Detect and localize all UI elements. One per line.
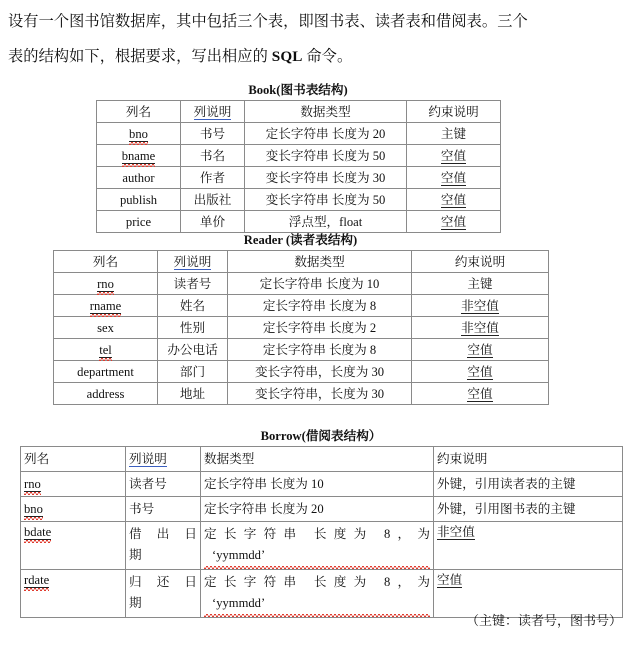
cell-column-desc: 读者号 xyxy=(126,472,201,497)
cell-constraint: 主键 xyxy=(412,273,549,295)
cell-constraint xyxy=(407,145,501,167)
cell-column-desc: 书号 xyxy=(126,497,201,522)
reader-table-title: Reader (读者表结构) xyxy=(243,233,358,247)
cell-data-type: 变长字符串，长度为 30 xyxy=(228,361,412,383)
cell-constraint: 外键，引用图书表的主键 xyxy=(434,497,623,522)
cell-column-desc xyxy=(126,570,201,618)
table-row xyxy=(97,123,501,145)
reader-table-block xyxy=(53,232,548,405)
cell-column-desc: 读者号 xyxy=(158,273,228,295)
table-header-row xyxy=(97,101,501,123)
cell-column-desc: 部门 xyxy=(158,361,228,383)
col-header-type: 数据类型 xyxy=(245,101,407,123)
constraint-text: 空值 xyxy=(437,573,463,587)
book-table-title: Book(图书表结构) xyxy=(248,83,348,97)
cell-data-type: 变长字符串 长度为 30 xyxy=(245,167,407,189)
cell-constraint xyxy=(412,295,549,317)
table-row xyxy=(97,167,501,189)
intro-paragraph xyxy=(8,4,636,74)
col-header-type: 数据类型 xyxy=(228,251,412,273)
col-header-desc xyxy=(181,101,245,123)
cell-constraint xyxy=(412,383,549,405)
cell-constraint: 外键，引用读者表的主键 xyxy=(434,472,623,497)
constraint-text: 空值 xyxy=(440,192,467,207)
cell-constraint: 主键 xyxy=(407,123,501,145)
cell-column-desc: 书号 xyxy=(181,123,245,145)
cell-data-type: 定长字符串 长度为 8 xyxy=(228,339,412,361)
data-type-lines xyxy=(204,572,430,614)
cell-column-name xyxy=(97,145,181,167)
cell-column-name xyxy=(54,295,158,317)
column-desc-line-1: 归 还 日 xyxy=(129,575,197,589)
cell-data-type: 变长字符串 长度为 50 xyxy=(245,145,407,167)
data-type-line-2: ‘yymmdd’ xyxy=(204,593,430,614)
cell-constraint xyxy=(407,211,501,233)
cell-data-type xyxy=(201,570,434,618)
cell-constraint xyxy=(434,570,623,618)
cell-data-type: 定长字符串 长度为 10 xyxy=(228,273,412,295)
col-header-name: 列名 xyxy=(21,447,126,472)
constraint-text: 空值 xyxy=(467,364,493,379)
cell-constraint xyxy=(412,361,549,383)
cell-column-name xyxy=(21,570,126,618)
borrow-table xyxy=(20,446,623,618)
cell-data-type: 变长字符串，长度为 30 xyxy=(228,383,412,405)
col-header-type: 数据类型 xyxy=(201,447,434,472)
table-row xyxy=(54,317,549,339)
data-type-line-2: ‘yymmdd’ xyxy=(204,545,430,566)
table-header-row xyxy=(54,251,549,273)
table-row xyxy=(21,472,623,497)
sql-keyword: SQL xyxy=(271,48,303,65)
cell-column-name xyxy=(54,273,158,295)
column-name-text: tel xyxy=(99,342,112,357)
cell-data-type: 变长字符串 长度为 50 xyxy=(245,189,407,211)
constraint-text: 空值 xyxy=(440,170,467,185)
table-row xyxy=(54,295,549,317)
cell-data-type: 浮点型，float xyxy=(245,211,407,233)
cell-column-desc: 办公电话 xyxy=(158,339,228,361)
constraint-text: 空值 xyxy=(467,386,493,401)
reader-table xyxy=(53,250,549,405)
intro-line-1: 设有一个图书馆数据库，其中包括三个表，即图书表、读者表和借阅表。三个 xyxy=(8,13,528,30)
table-row xyxy=(21,522,623,570)
cell-column-desc: 书名 xyxy=(181,145,245,167)
column-name-text: rdate xyxy=(24,573,50,587)
primary-key-footnote: （主键：读者号，图书号） xyxy=(465,613,622,628)
book-table xyxy=(96,100,501,233)
table-header-row xyxy=(21,447,623,472)
intro-line-2-part-a: 表的结构如下，根据要求，写出相应的 xyxy=(8,48,272,65)
intro-line-2-part-b: 命令。 xyxy=(302,48,353,65)
column-name-text: bno xyxy=(24,502,43,516)
column-name-text: rno xyxy=(24,477,41,491)
col-header-desc-text: 列说明 xyxy=(173,254,212,269)
borrow-table-block xyxy=(20,428,622,618)
cell-data-type: 定长字符串 长度为 2 xyxy=(228,317,412,339)
table-row xyxy=(54,273,549,295)
cell-constraint xyxy=(412,317,549,339)
table-row xyxy=(97,145,501,167)
cell-data-type xyxy=(201,522,434,570)
data-type-line-1: 定长字符串 长度为 8，为 xyxy=(204,575,430,589)
data-type-line-1: 定长字符串 长度为 8，为 xyxy=(204,527,430,541)
constraint-text: 空值 xyxy=(467,342,493,357)
cell-data-type: 定长字符串 长度为 8 xyxy=(228,295,412,317)
borrow-table-title: Borrow(借阅表结构） xyxy=(260,429,382,443)
cell-column-name: department xyxy=(54,361,158,383)
table-row xyxy=(97,189,501,211)
cell-column-name xyxy=(54,339,158,361)
table-row xyxy=(21,497,623,522)
cell-column-desc: 姓名 xyxy=(158,295,228,317)
column-name-text: bdate xyxy=(24,525,52,539)
cell-column-desc: 地址 xyxy=(158,383,228,405)
table-row xyxy=(97,211,501,233)
column-desc-line-2: 期 xyxy=(129,596,142,610)
cell-column-desc: 出版社 xyxy=(181,189,245,211)
cell-constraint xyxy=(407,167,501,189)
cell-constraint xyxy=(434,522,623,570)
cell-column-name: sex xyxy=(54,317,158,339)
column-name-text: bname xyxy=(121,148,156,163)
constraint-text: 空值 xyxy=(440,148,467,163)
cell-column-name xyxy=(21,472,126,497)
constraint-text: 非空值 xyxy=(461,298,499,313)
cell-column-name xyxy=(21,522,126,570)
constraint-text: 非空值 xyxy=(437,525,475,539)
col-header-desc-text: 列说明 xyxy=(193,104,232,119)
col-header-constraint: 约束说明 xyxy=(407,101,501,123)
cell-column-name xyxy=(97,123,181,145)
table-row xyxy=(54,361,549,383)
table-row xyxy=(21,570,623,618)
cell-column-name: address xyxy=(54,383,158,405)
cell-constraint xyxy=(412,339,549,361)
table-row xyxy=(54,339,549,361)
column-name-text: bno xyxy=(129,126,148,141)
col-header-desc-text: 列说明 xyxy=(129,452,167,466)
cell-column-desc: 作者 xyxy=(181,167,245,189)
data-type-lines xyxy=(204,524,430,566)
cell-column-desc: 单价 xyxy=(181,211,245,233)
intro-line-2 xyxy=(8,39,636,74)
table-row xyxy=(54,383,549,405)
col-header-constraint: 约束说明 xyxy=(412,251,549,273)
cell-column-name: publish xyxy=(97,189,181,211)
constraint-text: 空值 xyxy=(440,214,467,229)
cell-data-type: 定长字符串 长度为 10 xyxy=(201,472,434,497)
col-header-desc xyxy=(158,251,228,273)
col-header-name: 列名 xyxy=(54,251,158,273)
cell-data-type: 定长字符串 长度为 20 xyxy=(245,123,407,145)
column-desc-line-2: 期 xyxy=(129,548,142,562)
column-name-text: rno xyxy=(97,276,114,291)
column-name-text: rname xyxy=(89,298,122,313)
constraint-text: 非空值 xyxy=(461,320,499,335)
cell-column-desc: 性别 xyxy=(158,317,228,339)
col-header-desc xyxy=(126,447,201,472)
cell-data-type: 定长字符串 长度为 20 xyxy=(201,497,434,522)
cell-column-name: price xyxy=(97,211,181,233)
cell-column-name: author xyxy=(97,167,181,189)
col-header-constraint: 约束说明 xyxy=(434,447,623,472)
cell-column-name xyxy=(21,497,126,522)
cell-constraint xyxy=(407,189,501,211)
book-table-block xyxy=(96,82,500,233)
col-header-name: 列名 xyxy=(97,101,181,123)
column-desc-line-1: 借 出 日 xyxy=(129,527,197,541)
column-desc-lines xyxy=(129,524,197,566)
column-desc-lines xyxy=(129,572,197,614)
cell-column-desc xyxy=(126,522,201,570)
